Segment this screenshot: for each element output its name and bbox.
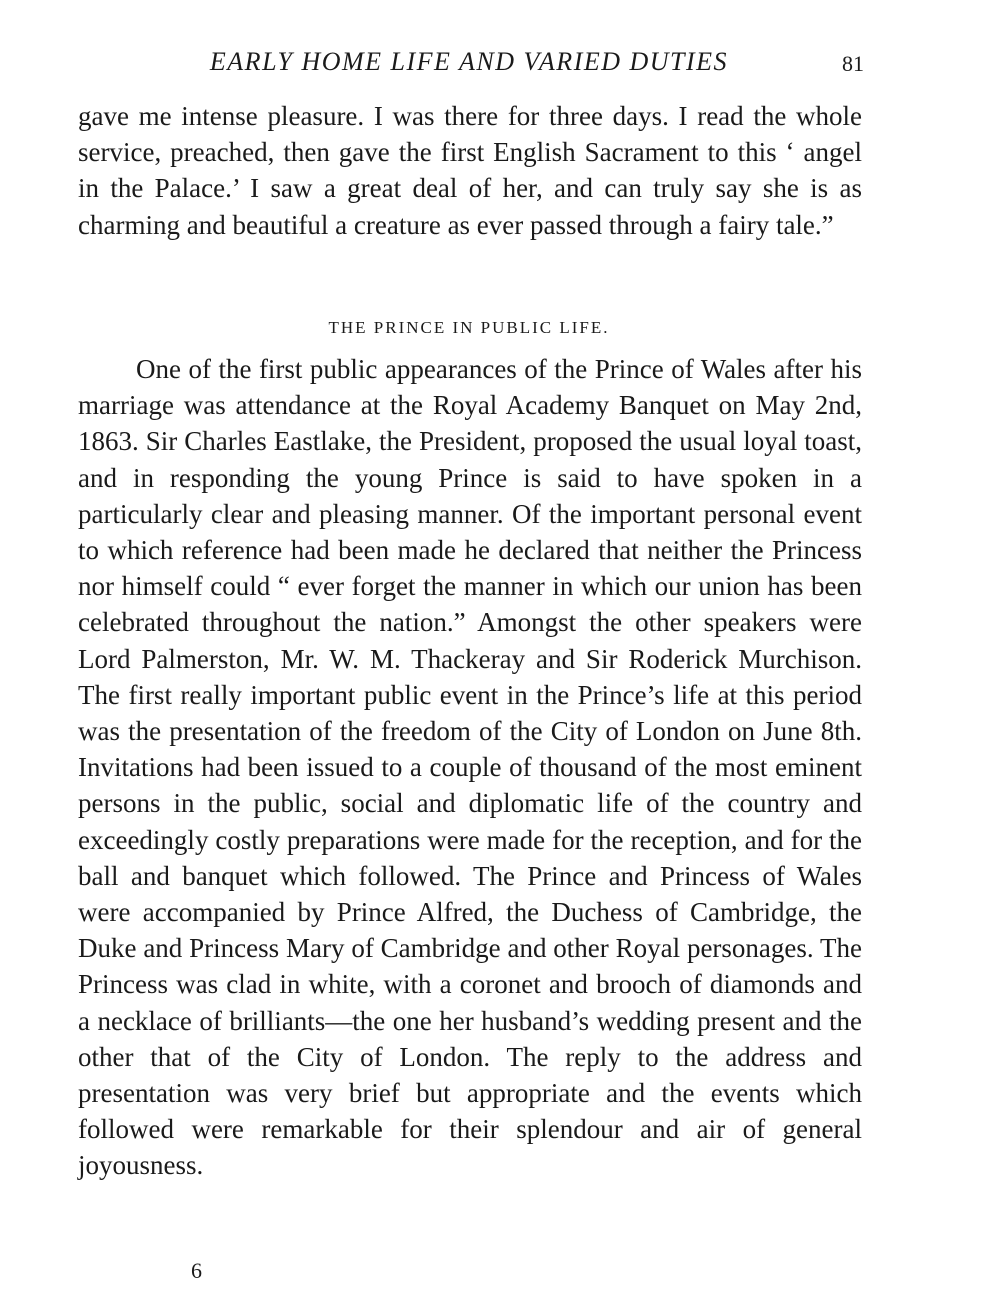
section-body bbox=[78, 351, 862, 1184]
page-number: 81 bbox=[842, 51, 864, 76]
section-heading: THE PRINCE IN PUBLIC LIFE. bbox=[328, 318, 610, 337]
running-head bbox=[78, 44, 864, 80]
section-paragraph: One of the first public appearances of the Prince of Wales after his marriage was attendance at the Royal Academy Banquet on May 2nd, 1863. Sir Charles Eastlake, the President, proposed the usual loyal toast, and in responding the young Prince is said to have spoken in a particularly clear and pleasing manner. Of the important personal event to which reference had been made he declared that neither the Princess nor himself could “ ever forget the manner in which our union has been celebrated throughout the nation.” Amongst the other speakers were Lord Palmerston, Mr. W. M. Thackeray and Sir Roderick Murchison. The first really important public event in the Prince’s life at this period was the presentation of the freedom of the City of London on June 8th. Invitations had been issued to a couple of thousand of the most eminent persons in the public, social and diplomatic life of the country and exceedingly costly preparations were made for the reception, and for the ball and banquet which followed. The Prince and Princess of Wales were accompanied by Prince Alfred, the Duchess of Cambridge, the Duke and Princess Mary of Cambridge and other Royal personages. The Princess was clad in white, with a coronet and brooch of diamonds and a necklace of brilliants—the one her husband’s wedding present and the other that of the City of London. The reply to the address and presentation was very brief but appropriate and the events which followed were remarkable for their splendour and air of general joyousness. bbox=[78, 354, 862, 1181]
intro-text bbox=[78, 98, 862, 243]
running-title: EARLY HOME LIFE AND VARIED DUTIES bbox=[209, 47, 729, 76]
signature-mark: 6 bbox=[191, 1258, 202, 1283]
intro-paragraph: gave me intense pleasure. I was there for three days. I read the whole service, preached, then gave the first English Sacrament to this ‘ angel in the Palace.’ I saw a great deal of her, and can truly say she is as charming and beautiful a creature as ever passed through a fairy tale.” bbox=[78, 101, 862, 240]
